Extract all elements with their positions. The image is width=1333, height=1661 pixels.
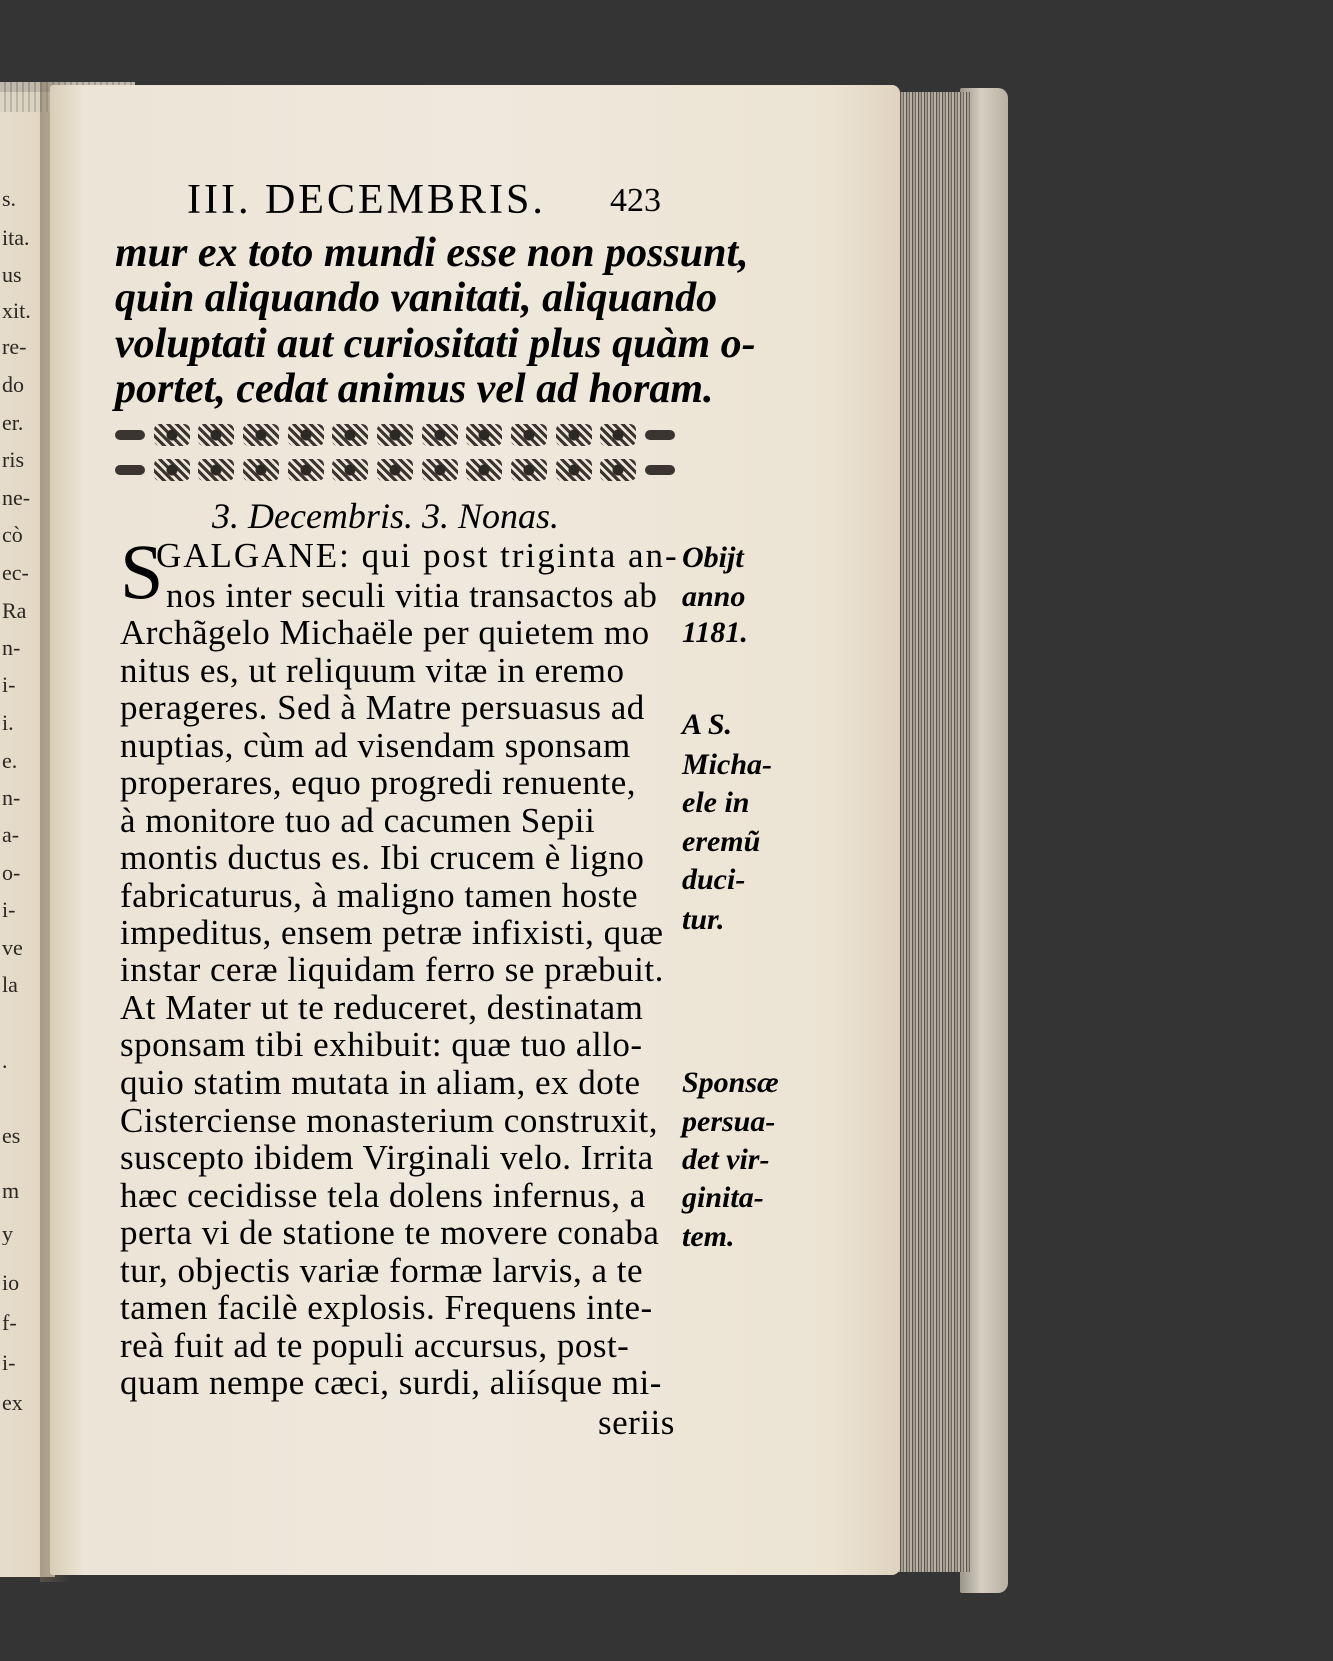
body-text-line: montis ductus es. Ibi crucem è ligno bbox=[120, 838, 645, 877]
margin-note: tem. bbox=[682, 1220, 735, 1253]
margin-note: Micha- bbox=[682, 748, 772, 781]
body-text-line: hæc cecidisse tela dolens infernus, a bbox=[120, 1176, 646, 1215]
catchword: seriis bbox=[598, 1403, 675, 1442]
body-text-line: suscepto ibidem Virginali velo. Irrita bbox=[120, 1138, 654, 1177]
margin-fragment: re- bbox=[2, 336, 27, 358]
margin-note: persua- bbox=[682, 1105, 776, 1138]
margin-fragment: m bbox=[2, 1180, 20, 1202]
margin-fragment: io bbox=[2, 1272, 20, 1294]
body-text-line: tur, objectis variæ formæ larvis, a te bbox=[120, 1251, 644, 1290]
margin-note: A S. bbox=[682, 708, 733, 741]
body-text-line: Archãgelo Michaële per quietem mo bbox=[120, 613, 650, 652]
margin-fragment: o- bbox=[2, 862, 21, 884]
margin-fragment: ve bbox=[2, 937, 23, 959]
body-text-line: instar ceræ liquidam ferro se præbuit. bbox=[120, 950, 664, 989]
margin-note: ginita- bbox=[682, 1181, 764, 1214]
italic-text-line: quin aliquando vanitati, aliquando bbox=[115, 275, 718, 321]
margin-fragment: Ra bbox=[2, 600, 27, 622]
margin-note: 1181. bbox=[682, 616, 748, 649]
body-text-line: impeditus, ensem petræ infixisti, quæ bbox=[120, 913, 664, 952]
margin-fragment: y bbox=[2, 1223, 13, 1245]
margin-note: Obijt bbox=[682, 541, 744, 574]
margin-fragment: la bbox=[2, 974, 18, 996]
body-text-line: nitus es, ut reliquum vitæ in eremo bbox=[120, 651, 625, 690]
margin-fragment: ex bbox=[2, 1392, 23, 1414]
margin-fragment: ita. bbox=[2, 227, 30, 249]
margin-note: duci- bbox=[682, 863, 746, 896]
body-text-line: quio statim mutata in aliam, ex dote bbox=[120, 1063, 641, 1102]
page-number: 423 bbox=[610, 182, 661, 219]
margin-note: Sponsæ bbox=[682, 1066, 779, 1099]
italic-text-line: mur ex toto mundi esse non possunt, bbox=[115, 230, 749, 276]
margin-fragment: s. bbox=[2, 188, 17, 210]
margin-fragment: e. bbox=[2, 750, 18, 772]
margin-note: eremũ bbox=[682, 825, 761, 858]
italic-text-line: voluptati aut curiositati plus quàm o- bbox=[115, 321, 756, 367]
margin-fragment: ris bbox=[2, 449, 24, 471]
margin-fragment: n- bbox=[2, 787, 21, 809]
margin-fragment: n- bbox=[2, 637, 21, 659]
body-text-line: At Mater ut te reduceret, destinatam bbox=[120, 988, 644, 1027]
body-text-line: GALGANE: qui post triginta an- bbox=[156, 536, 679, 575]
running-header: III. DECEMBRIS. bbox=[187, 177, 546, 223]
body-text-line: à monitore tuo ad cacumen Sepii bbox=[120, 801, 596, 840]
margin-fragment: i- bbox=[2, 899, 16, 921]
body-text-line: perta vi de statione te movere conaba bbox=[120, 1213, 660, 1252]
body-text-line: properares, equo progredi renuente, bbox=[120, 763, 637, 802]
margin-fragment: ne- bbox=[2, 487, 31, 509]
margin-fragment: ec- bbox=[2, 562, 29, 584]
margin-fragment: f- bbox=[2, 1312, 17, 1334]
feast-date-line: 3. Decembris. 3. Nonas. bbox=[212, 496, 559, 536]
ornament-border bbox=[115, 420, 675, 450]
body-text-line: perageres. Sed à Matre persuasus ad bbox=[120, 688, 645, 727]
margin-note: anno bbox=[682, 580, 746, 613]
margin-note: tur. bbox=[682, 903, 725, 936]
drop-cap: S bbox=[120, 528, 164, 615]
margin-fragment: i- bbox=[2, 674, 16, 696]
margin-fragment: a- bbox=[2, 824, 20, 846]
margin-fragment: xit. bbox=[2, 300, 31, 322]
ornament-border bbox=[115, 455, 675, 485]
margin-fragment: cò bbox=[2, 524, 23, 546]
margin-fragment: es bbox=[2, 1125, 21, 1147]
body-text-line: reà fuit ad te populi accursus, post- bbox=[120, 1326, 630, 1365]
body-text-line: tamen facilè explosis. Frequens inte- bbox=[120, 1288, 653, 1327]
body-text-line: Cisterciense monasterium construxit, bbox=[120, 1101, 659, 1140]
body-text-line: nos inter seculi vitia transactos ab bbox=[166, 576, 658, 615]
margin-note: ele in bbox=[682, 786, 750, 819]
margin-fragment: do bbox=[2, 374, 24, 396]
body-text-line: quam nempe cæci, surdi, aliísque mi- bbox=[120, 1363, 662, 1402]
margin-fragment: i. bbox=[2, 712, 14, 734]
italic-text-line: portet, cedat animus vel ad horam. bbox=[115, 366, 714, 412]
margin-fragment: . bbox=[2, 1050, 8, 1072]
margin-note: det vir- bbox=[682, 1143, 770, 1176]
margin-fragment: us bbox=[2, 264, 22, 286]
body-text-line: fabricaturus, à maligno tamen hoste bbox=[120, 876, 639, 915]
margin-fragment: i- bbox=[2, 1352, 16, 1374]
margin-fragment: er. bbox=[2, 412, 24, 434]
body-text-line: sponsam tibi exhibuit: quæ tuo allo- bbox=[120, 1025, 643, 1064]
body-text-line: nuptias, cùm ad visendam sponsam bbox=[120, 726, 631, 765]
